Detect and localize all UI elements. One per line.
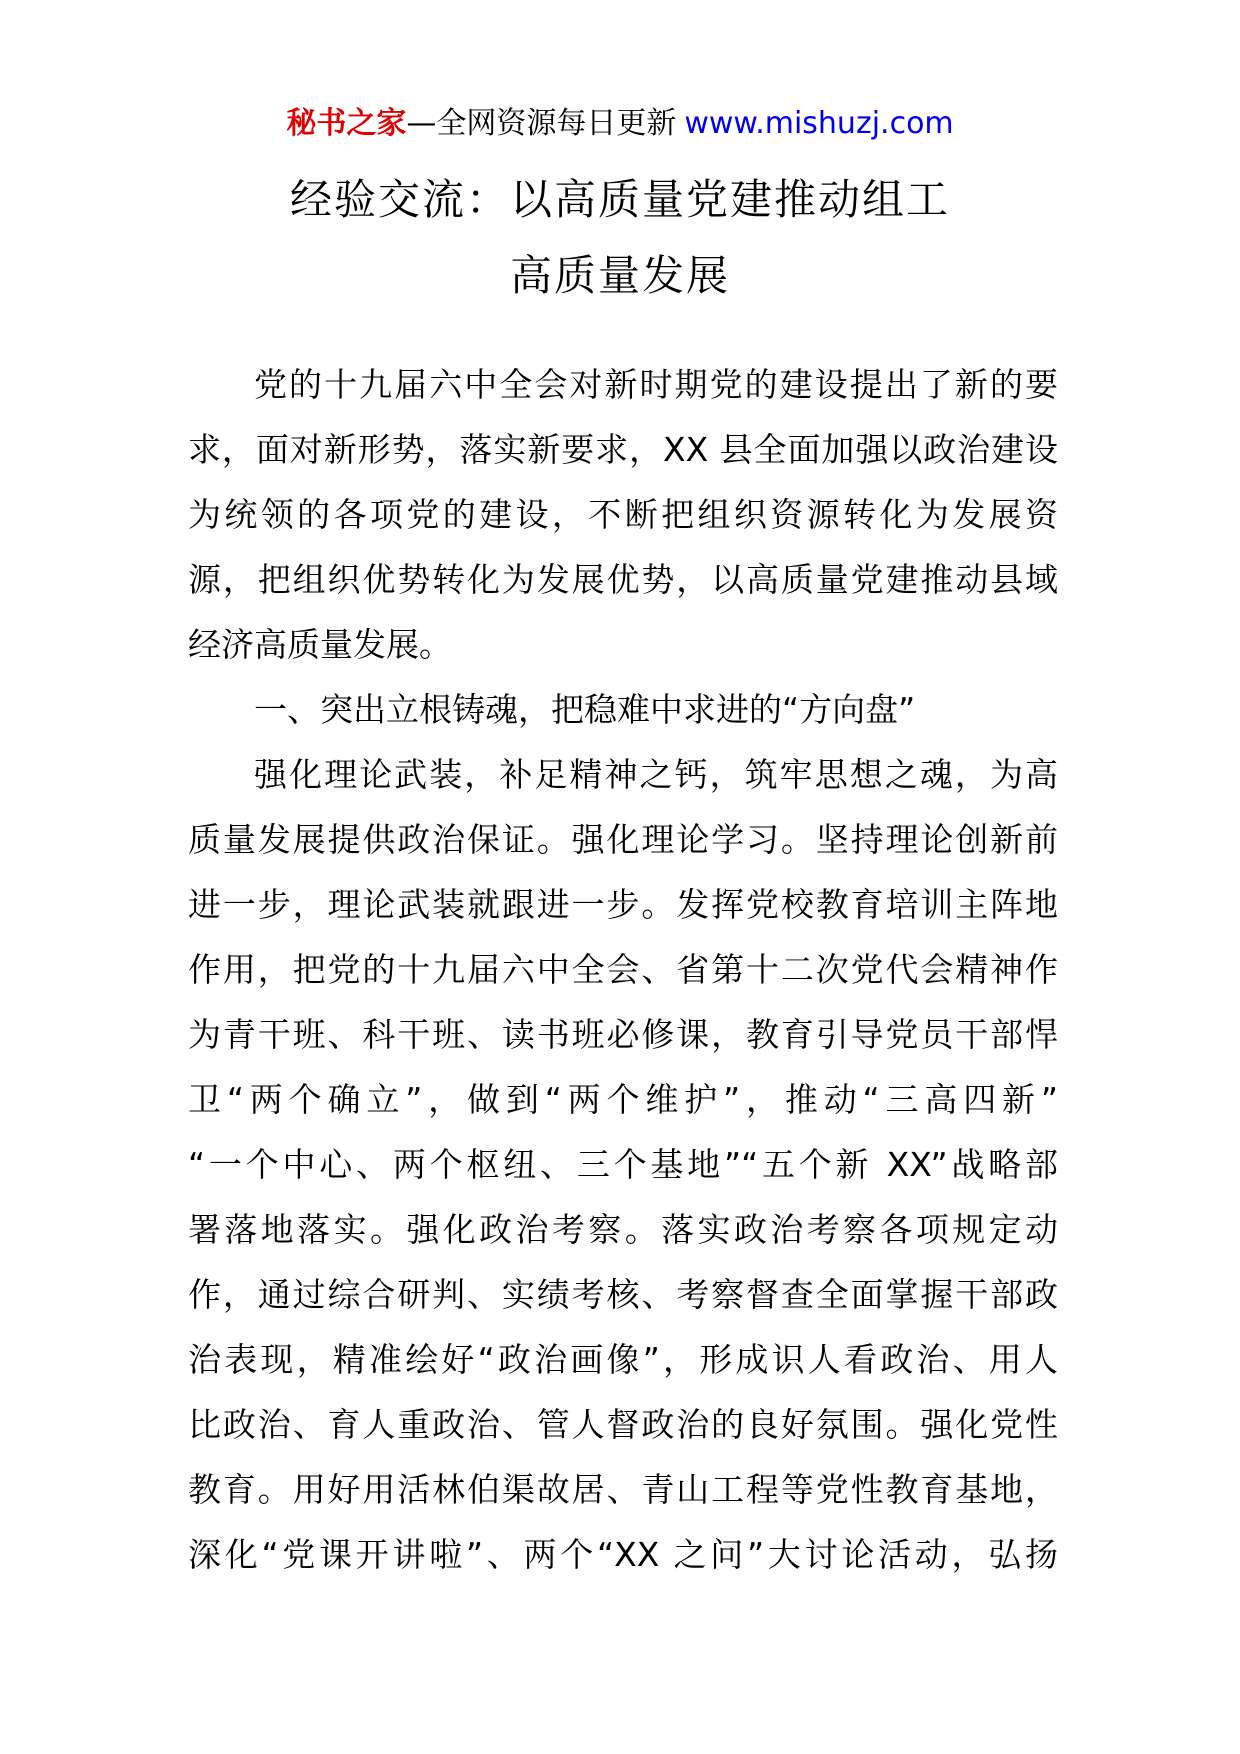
body-line: 卫“两个确立”，做到“两个维护”，推动“三高四新” (188, 1080, 1058, 1119)
section-heading: 一、突出立根铸魂，把稳难中求进的“方向盘” (254, 690, 916, 729)
title-line: 经验交流：以高质量党建推动组工 (289, 175, 950, 224)
body-line: 强化理论武装，补足精神之钙，筑牢思想之魂，为高 (254, 755, 1058, 794)
body-line: 为青干班、科干班、读书班必修课，教育引导党员干部悍 (188, 1015, 1058, 1054)
body-line: 比政治、育人重政治、管人督政治的良好氛围。强化党性 (188, 1405, 1058, 1444)
body-line: 质量发展提供政治保证。强化理论学习。坚持理论创新前 (188, 820, 1058, 859)
body-line: 党的十九届六中全会对新时期党的建设提出了新的要 (254, 365, 1058, 404)
document-title (0, 162, 1240, 314)
header-brand: 秘书之家 (286, 106, 407, 141)
body-line: 经济高质量发展。 (188, 625, 452, 664)
body-line: 作，通过综合研判、实绩考核、考察督查全面掌握干部政 (188, 1275, 1058, 1314)
body-line: 进一步，理论武装就跟进一步。发挥党校教育培训主阵地 (188, 885, 1058, 924)
body-line: 作用，把党的十九届六中全会、省第十二次党代会精神作 (188, 950, 1058, 989)
body-line: 教育。用好用活林伯渠故居、青山工程等党性教育基地， (188, 1470, 1058, 1509)
body-line: 为统领的各项党的建设，不断把组织资源转化为发展资 (188, 495, 1058, 534)
body-line: 求，面对新形势，落实新要求，XX 县全面加强以政治建设 (188, 430, 1058, 469)
header-url-link[interactable]: www.mishuzj.com (684, 106, 954, 141)
title-line: 高质量发展 (509, 251, 730, 300)
header-tagline: —全网资源每日更新 (406, 106, 677, 141)
body-line: 署落地落实。强化政治考察。落实政治考察各项规定动 (188, 1210, 1058, 1249)
body-line: “一个中心、两个枢纽、三个基地”“五个新 XX”战略部 (188, 1145, 1058, 1184)
body-line: 治表现，精准绘好“政治画像”，形成识人看政治、用人 (188, 1340, 1058, 1379)
site-header (0, 100, 1240, 148)
body-line: 源，把组织优势转化为发展优势，以高质量党建推动县域 (188, 560, 1058, 599)
body-line: 深化“党课开讲啦”、两个“XX 之问”大讨论活动，弘扬 (188, 1535, 1058, 1574)
document-body (188, 352, 1058, 1587)
